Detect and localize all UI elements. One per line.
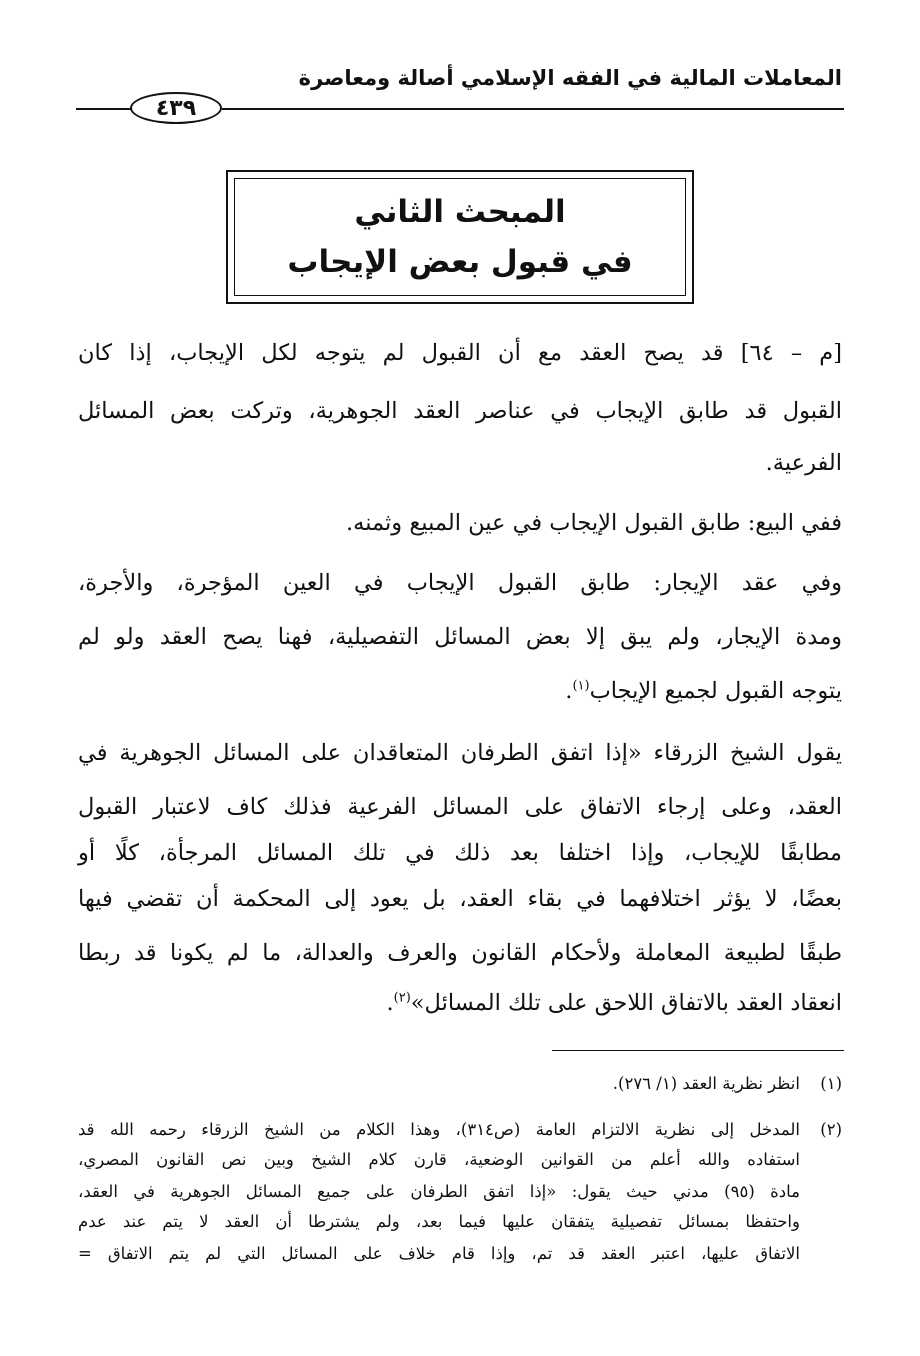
footnote-ref-2[interactable]: (٢) (393, 990, 411, 1006)
footnote-text: انظر نظرية العقد (١/ ٢٧٦). (612, 1074, 800, 1093)
running-title: المعاملات المالية في الفقه الإسلامي أصالة ومعاصرة (298, 66, 842, 90)
body-line: العقد، وعلى إرجاء الاتفاق على المسائل الفرعية فذلك كاف لاعتبار القبول (78, 794, 842, 820)
header-rule-left (76, 108, 132, 110)
footnote-number: (٢) (820, 1120, 842, 1139)
section-subtitle: في قبول بعض الإيجاب (287, 244, 633, 280)
footnote-text: استفاده والله أعلم من القوانين الوضعية، قارن كلام الشيخ وبين نص القانون المصري، (78, 1150, 800, 1169)
footnote-separator (552, 1050, 844, 1051)
footnote-text: مادة (٩٥) مدني حيث يقول: «إذا اتفق الطرفان على جميع المسائل الجوهرية في العقد، (78, 1182, 800, 1201)
body-line: القبول قد طابق الإيجاب في عناصر العقد الجوهرية، وتركت بعض المسائل (78, 398, 842, 424)
body-line: انعقاد العقد بالاتفاق اللاحق على تلك المسائل»$^{(٢)}$. (386, 990, 842, 1016)
body-text: انعقاد العقد بالاتفاق اللاحق على تلك المسائل» (410, 990, 842, 1016)
body-line: بعضًا، لا يؤثر اختلافهما في بقاء العقد، بل يعود إلى المحكمة أن تقضي فيها (78, 886, 842, 912)
footnote-text: واحتفظا بمسائل تفصيلية يتفقان عليها فيما بعد، ولم يشترطا أن العقد لا يتم عند عدم (78, 1212, 800, 1231)
body-line: ومدة الإيجار، ولم يبق إلا بعض المسائل التفصيلية، فهنا يصح العقد ولو لم (78, 624, 842, 650)
body-line: [م – ٦٤] قد يصح العقد مع أن القبول لم يتوجه لكل الإيجاب، إذا كان (78, 340, 843, 366)
page-number: ٤٣٩ (130, 92, 222, 124)
body-line: الفرعية. (765, 450, 842, 476)
body-line: يتوجه القبول لجميع الإيجاب$^{(١)}$. (565, 678, 842, 704)
header-rule (222, 108, 844, 110)
section-title-frame (226, 170, 694, 304)
body-line: ففي البيع: طابق القبول الإيجاب في عين المبيع وثمنه. (346, 510, 842, 536)
body-line: وفي عقد الإيجار: طابق القبول الإيجاب في العين المؤجرة، والأجرة، (78, 570, 842, 596)
footnote-number: (١) (820, 1074, 842, 1093)
section-title: المبحث الثاني (354, 194, 566, 230)
footnote-ref-1[interactable]: (١) (572, 678, 590, 694)
footnote-text: الاتفاق عليها، اعتبر العقد قد تم، وإذا قام خلاف على المسائل التي لم يتم الاتفاق = (78, 1244, 800, 1263)
body-line: يقول الشيخ الزرقاء «إذا اتفق الطرفان المتعاقدان على المسائل الجوهرية في (78, 740, 842, 766)
body-line: طبقًا لطبيعة المعاملة ولأحكام القانون والعرف والعدالة، ما لم يكونا قد ربطا (78, 940, 842, 966)
body-text: يتوجه القبول لجميع الإيجاب (589, 678, 842, 704)
body-line: مطابقًا للإيجاب، وإذا اختلفا بعد ذلك في تلك المسائل المرجأة، كلًا أو (78, 840, 842, 866)
footnote-text: المدخل إلى نظرية الالتزام العامة (ص٣١٤)، وهذا الكلام من الشيخ الزرقاء رحمه الله قد (78, 1120, 800, 1139)
